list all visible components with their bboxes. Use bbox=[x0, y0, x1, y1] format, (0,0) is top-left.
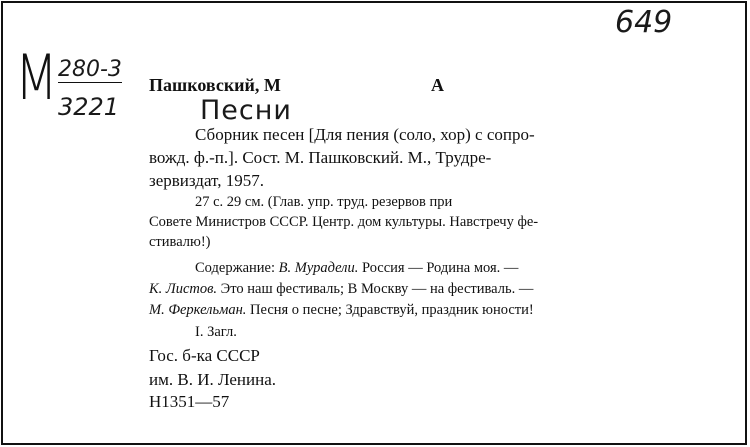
contents-line-1 bbox=[195, 260, 518, 277]
contents-label: Содержание: bbox=[195, 260, 276, 276]
contents-line-2 bbox=[149, 281, 533, 298]
corner-number: 649 bbox=[615, 5, 673, 40]
title-line-2: вожд. ф.-п.]. Сост. М. Пашковский. М., Трудре- bbox=[149, 148, 492, 167]
composer-1: В. Мурадели. bbox=[278, 260, 359, 276]
catalog-number: Н1351—57 bbox=[149, 392, 230, 411]
shelfmark-bottom: 3221 bbox=[58, 93, 120, 121]
catalog-card bbox=[1, 1, 747, 445]
library-name-2: им. В. И. Ленина. bbox=[149, 370, 277, 389]
title-line-3: зервиздат, 1957. bbox=[149, 171, 264, 190]
composer-3: М. Феркельман. bbox=[149, 302, 247, 318]
contents-line-3 bbox=[149, 302, 534, 319]
author-heading: Пашковский, М bbox=[149, 75, 281, 95]
contents-text-2: Это наш фестиваль; В Москву — на фестиваль. — bbox=[220, 281, 534, 297]
contents-text-3: Песня о песне; Здравствуй, праздник юности! bbox=[250, 302, 534, 318]
phys-line-2: Совете Министров СССР. Центр. дом культуры. Навстречу фе- bbox=[149, 214, 539, 230]
phys-line-1: 27 с. 29 см. (Глав. упр. труд. резервов при bbox=[195, 194, 453, 210]
composer-2: К. Листов. bbox=[149, 281, 218, 297]
title-line-1: Сборник песен [Для пения (соло, хор) с сопро- bbox=[195, 125, 535, 144]
shelfmark-top: 280-3 bbox=[58, 57, 122, 82]
mark-a: А bbox=[431, 75, 444, 95]
library-name: Гос. б-ка СССР bbox=[149, 346, 260, 365]
contents-text-1: Россия — Родина моя. — bbox=[361, 260, 519, 276]
shelfmark-letter: М bbox=[15, 41, 58, 114]
subject-entry: I. Загл. bbox=[195, 324, 237, 340]
phys-line-3: стивалю!) bbox=[149, 234, 211, 250]
handwritten-title: Песни bbox=[200, 95, 292, 126]
